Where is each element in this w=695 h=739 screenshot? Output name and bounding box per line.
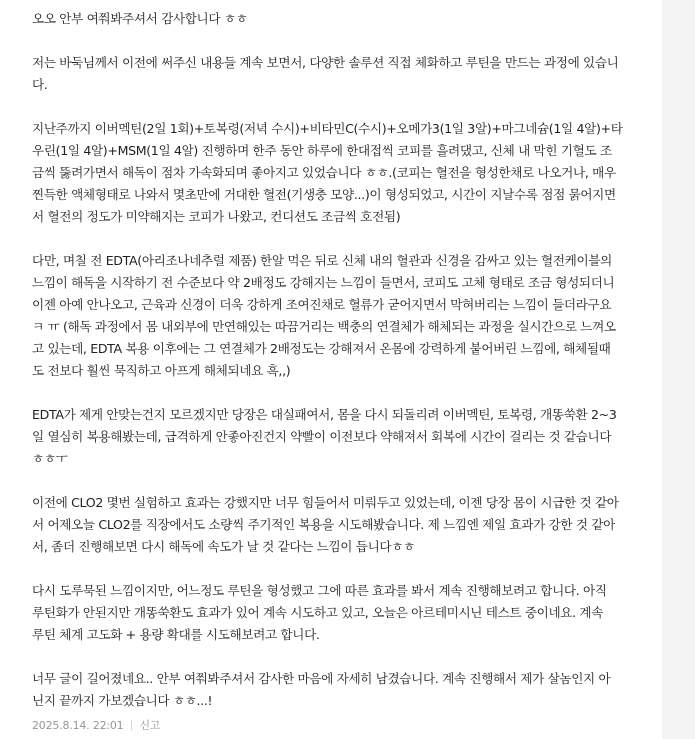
comment-paragraph: 저는 바둑님께서 이전에 써주신 내용들 계속 보면서, 다양한 솔루션 직접 체화하고 루틴을 만드는 과정에 있습니 다. — [32, 55, 619, 92]
report-button[interactable]: 신고 — [139, 719, 161, 732]
comment-paragraph: 너무 글이 길어졌네요.. 안부 여쭤봐주셔서 감사한 마음에 자세히 남겼습니다. 계속 진행해서 제가 살놈인지 아 닌지 끝까지 가보겠습니다 ㅎㅎ...! — [32, 671, 611, 708]
comment-paragraph: 오오 안부 여쭤봐주셔서 감사합니다 ㅎㅎ — [32, 11, 248, 26]
comment-paragraph: 지난주까지 이버멕틴(2일 1회)+토복령(저녁 수시)+비타민C(수시)+오메가3(1일 3알)+마그네슘(1일 4알)+타 우린(1일 4알)+MSM(1일 4알) 진행하며 한주 동안 하루에 한대접씩 코피를 흘려댔고, 신체 내 막힌 기혈도 조 금씩 뚫려가면서 해독이 점차 가속화되며 좋아지고 있었습니다 ㅎㅎ.(코피는 혈전을 형성한채로 나오거나, 매우 찐득한 액체형태로 나와서 몇초만에 거대한 혈전(기생충 모양...)이 형성되었고, 시간이 지날수록 점점 묽어지면 서 혈전의 정도가 미약해지는 코피가 나왔고, 컨디션도 조금씩 호전됨) — [32, 121, 623, 224]
comment-meta — [32, 718, 160, 734]
comment-paragraph: 다만, 며칠 전 EDTA(아리조나네추럴 제품) 한알 먹은 뒤로 신체 내의 혈관과 신경을 감싸고 있는 혈전케이블의 느낌이 해독을 시작하기 전 수준보다 약 2배정도 강해지는 느낌이 들면서, 코피도 고체 형태로 조금 형성되더니 이젠 아예 안나오고, 근육과 신경이 더욱 강하게 조여진채로 혈류가 굳어지면서 막혀버리는 느낌이 들더라구요 ㅋ ㅠ (해독 과정에서 몸 내외부에 만연해있는 따끔거리는 백충의 연결체가 해체되는 과정을 실시간으로 느껴오 고 있는데, EDTA 복용 이후에는 그 연결체가 2배정도는 강해져서 온몸에 강력하게 붙어버린 느낌에, 해체될때 도 전보다 훨씬 묵직하고 아프게 해체되네요 흑,,) — [32, 253, 616, 378]
comment-paragraph: 이전에 CLO2 몇번 실험하고 효과는 강했지만 너무 힘들어서 미뤄두고 있었는데, 이젠 당장 몸이 시급한 것 같아 서 어제오늘 CLO2를 직장에서도 소량씩 주기적인 복용을 시도해봤습니다. 제 느낌엔 제일 효과가 강한 것 같아 서, 좀더 진행해보면 다시 해독에 속도가 날 것 같다는 느낌이 듭니다ㅎㅎ — [32, 495, 619, 554]
meta-divider — [131, 720, 132, 730]
comment-paragraph: 다시 도루묵된 느낌이지만, 어느정도 루틴을 형성했고 그에 따른 효과를 봐서 계속 진행해보려고 합니다. 아직 루틴화가 안된지만 개똥쑥환도 효과가 있어 계속 시도하고 있고, 오늘은 아르테미시닌 테스트 중이네요. 계속 루틴 체계 고도화 + 용량 확대를 시도해보려고 합니다. — [32, 583, 607, 642]
side-gutter — [662, 0, 695, 739]
comment-date: 2025.8.14. 22:01 — [32, 719, 124, 732]
comment-body — [32, 8, 652, 712]
comment-paragraph: EDTA가 제게 안맞는건지 모르겠지만 당장은 대실패여서, 몸을 다시 되돌리려 이버멕틴, 토복령, 개똥쑥환 2~3 일 열심히 복용해봤는데, 급격하게 안좋아진건지 약빨이 이전보다 약해져서 회복에 시간이 걸리는 것 같습니다 ㅎㅎㅜ — [32, 407, 617, 466]
